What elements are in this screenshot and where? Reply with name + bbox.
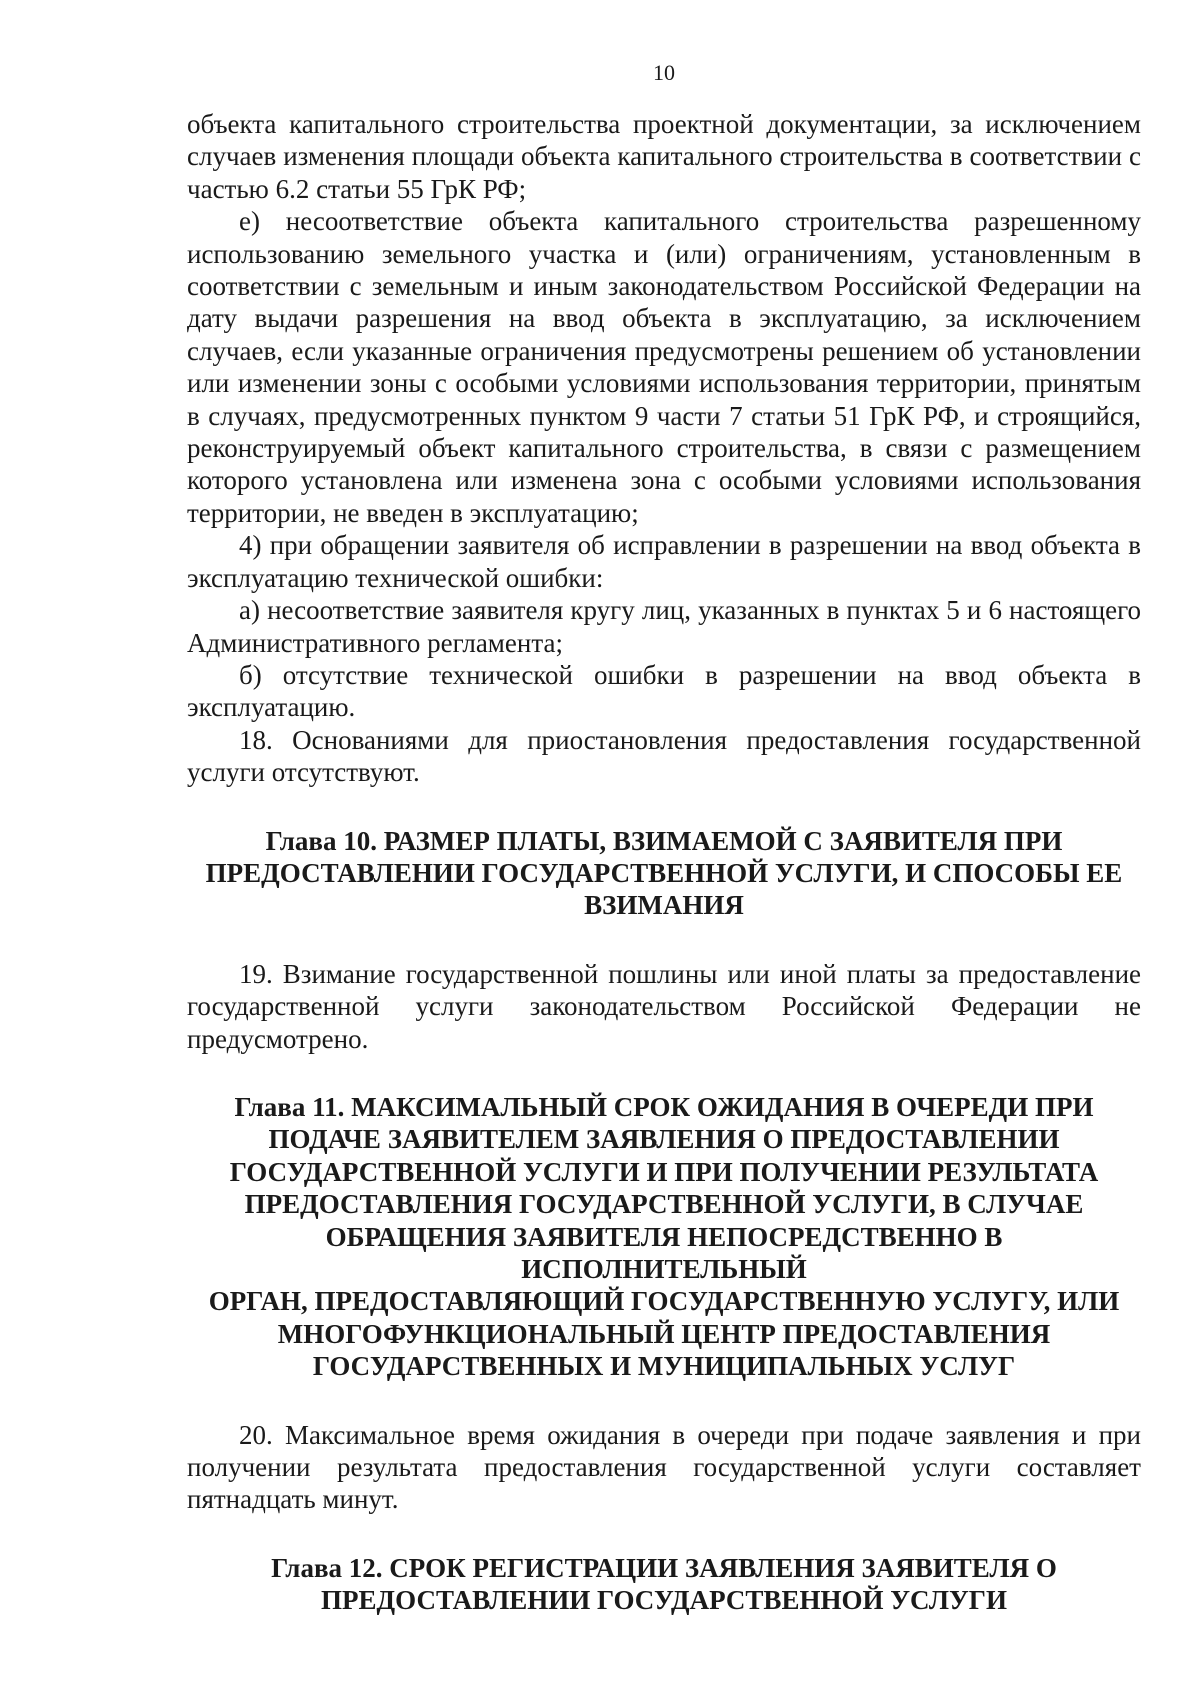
chapter-11-heading xyxy=(187,1091,1141,1383)
chapter-12-heading xyxy=(187,1552,1141,1617)
chapter-11-heading-line: ПОДАЧЕ ЗАЯВИТЕЛЕМ ЗАЯВЛЕНИЯ О ПРЕДОСТАВЛЕНИИ xyxy=(268,1124,1060,1155)
paragraph-18: 18. Основаниями для приостановления предоставления государственной услуги отсутствуют. xyxy=(187,724,1141,788)
chapter-10-heading-line: Глава 10. РАЗМЕР ПЛАТЫ, ВЗИМАЕМОЙ С ЗАЯВИТЕЛЯ ПРИ xyxy=(265,825,1063,856)
chapter-12-heading-line: Глава 12. СРОК РЕГИСТРАЦИИ ЗАЯВЛЕНИЯ ЗАЯВИТЕЛЯ О xyxy=(271,1552,1057,1583)
document-body xyxy=(187,108,1141,1653)
paragraph-20: 20. Максимальное время ожидания в очереди при подаче заявления и при получении результата предоставления государственной услуги составляет пятнадцать минут. xyxy=(187,1419,1141,1515)
chapter-11-heading-line: ГОСУДАРСТВЕННОЙ УСЛУГИ И ПРИ ПОЛУЧЕНИИ РЕЗУЛЬТАТА xyxy=(229,1156,1099,1187)
paragraph-item-a: а) несоответствие заявителя кругу лиц, указанных в пунктах 5 и 6 настоящего Административного регламента; xyxy=(187,595,1141,658)
paragraph-19: 19. Взимание государственной пошлины или иной платы за предоставление государственной услуги законодательством Российской Федерации не предусмотрено. xyxy=(187,958,1141,1054)
paragraph-item-e: е) несоответствие объекта капитального строительства разрешенному использованию земельного участка и (или) ограничениям, установленным в соответствии с земельным и иным законодательством Российской Федерации на дату выдачи разрешения на ввод объекта в эксплуатацию, за исключением случаев, если указанные ограничения предусмотрены решением об установлении или изменении зоны с особыми условиями использования территории, принятым в случаях, предусмотренных пунктом 9 части 7 статьи 51 ГрК РФ, и строящийся, реконструируемый объект капитального строительства, в связи с размещением которого установлена или изменена зона с особыми условиями использования территории, не введен в эксплуатацию; xyxy=(187,206,1141,528)
chapter-10-heading-line: ВЗИМАНИЯ xyxy=(584,890,744,921)
chapter-11-heading-line: ОРГАН, ПРЕДОСТАВЛЯЮЩИЙ ГОСУДАРСТВЕННУЮ УСЛУГУ, ИЛИ xyxy=(208,1286,1120,1317)
chapter-12-heading-line: ПРЕДОСТАВЛЕНИИ ГОСУДАРСТВЕННОЙ УСЛУГИ xyxy=(321,1585,1007,1616)
chapter-10-heading xyxy=(187,825,1141,922)
chapter-11-heading-line: МНОГОФУНКЦИОНАЛЬНЫЙ ЦЕНТР ПРЕДОСТАВЛЕНИЯ xyxy=(277,1318,1051,1349)
paragraph-item-b: б) отсутствие технической ошибки в разрешении на ввод объекта в эксплуатацию. xyxy=(187,659,1141,723)
paragraph-continuation: объекта капитального строительства проектной документации, за исключением случаев изменения площади объекта капитального строительства в соответствии с частью 6.2 статьи 55 ГрК РФ; xyxy=(187,109,1141,204)
page-number: 10 xyxy=(653,60,675,85)
chapter-11-heading-line: ГОСУДАРСТВЕННЫХ И МУНИЦИПАЛЬНЫХ УСЛУГ xyxy=(312,1351,1016,1382)
chapter-10-heading-line: ПРЕДОСТАВЛЕНИИ ГОСУДАРСТВЕННОЙ УСЛУГИ, И СПОСОБЫ ЕЕ xyxy=(205,857,1123,888)
chapter-11-heading-line: ОБРАЩЕНИЯ ЗАЯВИТЕЛЯ НЕПОСРЕДСТВЕННО В ИСПОЛНИТЕЛЬНЫЙ xyxy=(325,1221,1003,1284)
chapter-11-heading-line: ПРЕДОСТАВЛЕНИЯ ГОСУДАРСТВЕННОЙ УСЛУГИ, В СЛУЧАЕ xyxy=(244,1189,1084,1220)
chapter-11-heading-line: Глава 11. МАКСИМАЛЬНЫЙ СРОК ОЖИДАНИЯ В ОЧЕРЕДИ ПРИ xyxy=(234,1091,1094,1122)
paragraph-item-4: 4) при обращении заявителя об исправлении в разрешении на ввод объекта в эксплуатацию технической ошибки: xyxy=(187,530,1141,593)
